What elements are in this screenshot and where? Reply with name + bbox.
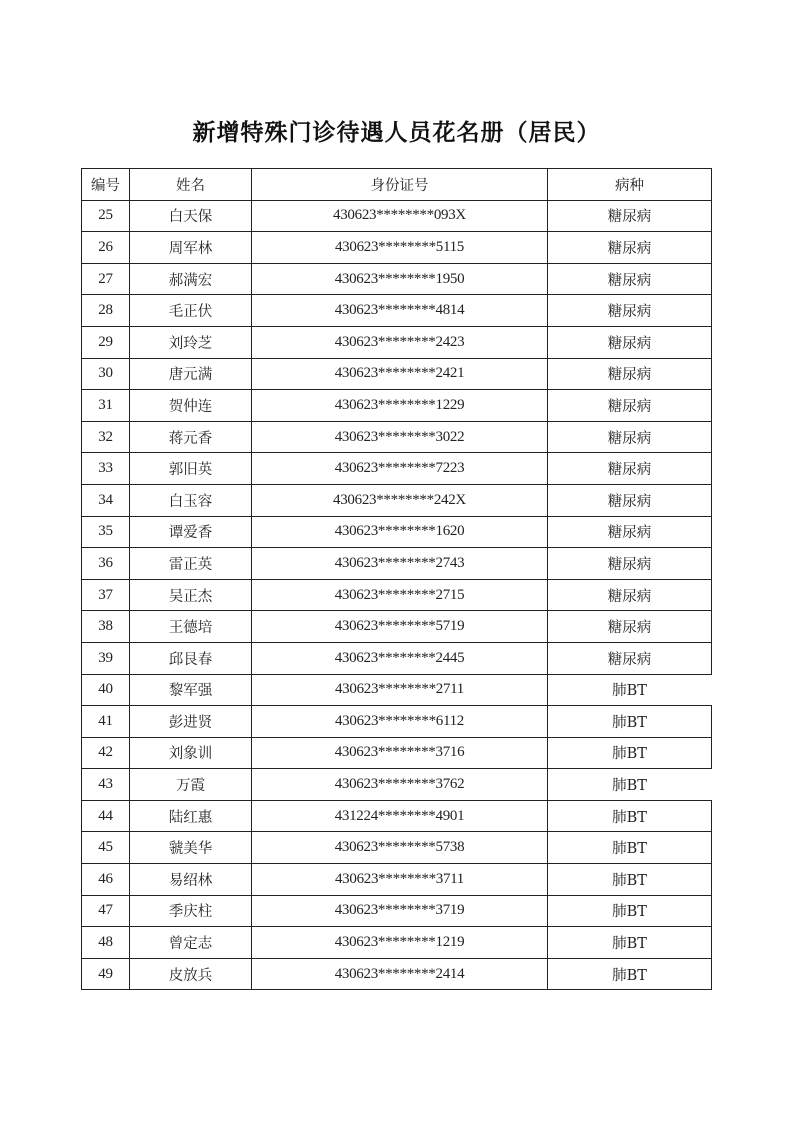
table-row xyxy=(82,706,712,738)
cell-disease: 肺BT xyxy=(548,674,712,706)
cell-name: 刘象训 xyxy=(130,737,252,769)
cell-name: 郝满宏 xyxy=(130,263,252,295)
table-row xyxy=(82,232,712,264)
cell-id: 430623********1229 xyxy=(252,390,548,422)
cell-disease: 糖尿病 xyxy=(548,579,712,611)
table-row xyxy=(82,548,712,580)
cell-number: 30 xyxy=(82,358,130,390)
header-number: 编号 xyxy=(82,169,130,201)
cell-disease: 糖尿病 xyxy=(548,516,712,548)
cell-disease: 肺BT xyxy=(548,769,712,801)
cell-number: 37 xyxy=(82,579,130,611)
cell-number: 43 xyxy=(82,769,130,801)
table-row xyxy=(82,642,712,674)
table-row xyxy=(82,516,712,548)
header-name: 姓名 xyxy=(130,169,252,201)
cell-id: 430623********2711 xyxy=(252,674,548,706)
cell-number: 33 xyxy=(82,453,130,485)
cell-disease: 肺BT xyxy=(548,706,712,738)
cell-name: 易绍林 xyxy=(130,864,252,896)
cell-name: 万霞 xyxy=(130,769,252,801)
cell-disease: 肺BT xyxy=(548,958,712,990)
cell-disease: 糖尿病 xyxy=(548,390,712,422)
cell-name: 贺仲连 xyxy=(130,390,252,422)
cell-name: 曾定志 xyxy=(130,927,252,959)
cell-id: 430623********5115 xyxy=(252,232,548,264)
table-row xyxy=(82,958,712,990)
cell-id: 430623********2743 xyxy=(252,548,548,580)
cell-name: 吴正杰 xyxy=(130,579,252,611)
header-row xyxy=(82,169,712,201)
table-row xyxy=(82,390,712,422)
cell-name: 王德培 xyxy=(130,611,252,643)
cell-disease: 糖尿病 xyxy=(548,548,712,580)
cell-name: 白天保 xyxy=(130,200,252,232)
cell-name: 郭旧英 xyxy=(130,453,252,485)
cell-id: 430623********093X xyxy=(252,200,548,232)
cell-disease: 糖尿病 xyxy=(548,611,712,643)
cell-name: 皮放兵 xyxy=(130,958,252,990)
cell-id: 430623********3716 xyxy=(252,737,548,769)
cell-id: 431224********4901 xyxy=(252,800,548,832)
roster-table xyxy=(81,168,712,990)
table-row xyxy=(82,579,712,611)
cell-disease: 糖尿病 xyxy=(548,642,712,674)
cell-name: 邱艮春 xyxy=(130,642,252,674)
cell-name: 彭进贤 xyxy=(130,706,252,738)
cell-number: 29 xyxy=(82,326,130,358)
table-row xyxy=(82,800,712,832)
cell-number: 49 xyxy=(82,958,130,990)
cell-disease: 糖尿病 xyxy=(548,421,712,453)
cell-id: 430623********3711 xyxy=(252,864,548,896)
cell-number: 46 xyxy=(82,864,130,896)
cell-number: 38 xyxy=(82,611,130,643)
table-row xyxy=(82,453,712,485)
table-row xyxy=(82,326,712,358)
cell-number: 41 xyxy=(82,706,130,738)
cell-id: 430623********1950 xyxy=(252,263,548,295)
cell-disease: 肺BT xyxy=(548,895,712,927)
cell-number: 40 xyxy=(82,674,130,706)
cell-disease: 糖尿病 xyxy=(548,358,712,390)
cell-id: 430623********3022 xyxy=(252,421,548,453)
cell-id: 430623********7223 xyxy=(252,453,548,485)
cell-name: 白玉容 xyxy=(130,484,252,516)
cell-number: 34 xyxy=(82,484,130,516)
table-row xyxy=(82,421,712,453)
table-row xyxy=(82,674,712,706)
cell-number: 47 xyxy=(82,895,130,927)
cell-number: 27 xyxy=(82,263,130,295)
cell-name: 毛正伏 xyxy=(130,295,252,327)
cell-disease: 糖尿病 xyxy=(548,263,712,295)
cell-number: 36 xyxy=(82,548,130,580)
cell-id: 430623********3762 xyxy=(252,769,548,801)
header-id: 身份证号 xyxy=(252,169,548,201)
cell-id: 430623********3719 xyxy=(252,895,548,927)
cell-disease: 糖尿病 xyxy=(548,295,712,327)
table-row xyxy=(82,295,712,327)
cell-number: 42 xyxy=(82,737,130,769)
cell-number: 32 xyxy=(82,421,130,453)
cell-number: 25 xyxy=(82,200,130,232)
table-row xyxy=(82,611,712,643)
cell-name: 黎军强 xyxy=(130,674,252,706)
table-row xyxy=(82,737,712,769)
cell-number: 39 xyxy=(82,642,130,674)
table-row xyxy=(82,832,712,864)
cell-id: 430623********4814 xyxy=(252,295,548,327)
cell-id: 430623********2421 xyxy=(252,358,548,390)
cell-name: 蒋元香 xyxy=(130,421,252,453)
cell-disease: 肺BT xyxy=(548,927,712,959)
cell-name: 周军林 xyxy=(130,232,252,264)
cell-id: 430623********5738 xyxy=(252,832,548,864)
cell-disease: 糖尿病 xyxy=(548,326,712,358)
table-row xyxy=(82,200,712,232)
cell-name: 虢美华 xyxy=(130,832,252,864)
cell-number: 48 xyxy=(82,927,130,959)
cell-number: 44 xyxy=(82,800,130,832)
table-row xyxy=(82,484,712,516)
cell-id: 430623********1620 xyxy=(252,516,548,548)
cell-id: 430623********2715 xyxy=(252,579,548,611)
header-disease: 病种 xyxy=(548,169,712,201)
table-row xyxy=(82,769,712,801)
cell-name: 雷正英 xyxy=(130,548,252,580)
table-row xyxy=(82,864,712,896)
table-row xyxy=(82,263,712,295)
cell-disease: 糖尿病 xyxy=(548,453,712,485)
cell-disease: 糖尿病 xyxy=(548,484,712,516)
cell-disease: 糖尿病 xyxy=(548,200,712,232)
cell-name: 唐元满 xyxy=(130,358,252,390)
document-title: 新增特殊门诊待遇人员花名册（居民） xyxy=(192,119,601,146)
cell-name: 季庆柱 xyxy=(130,895,252,927)
table-row xyxy=(82,895,712,927)
cell-id: 430623********2445 xyxy=(252,642,548,674)
cell-id: 430623********2423 xyxy=(252,326,548,358)
cell-disease: 肺BT xyxy=(548,737,712,769)
cell-number: 45 xyxy=(82,832,130,864)
cell-name: 谭爱香 xyxy=(130,516,252,548)
cell-id: 430623********242X xyxy=(252,484,548,516)
cell-disease: 肺BT xyxy=(548,800,712,832)
cell-id: 430623********5719 xyxy=(252,611,548,643)
cell-number: 35 xyxy=(82,516,130,548)
cell-disease: 肺BT xyxy=(548,832,712,864)
cell-number: 26 xyxy=(82,232,130,264)
cell-name: 刘玲芝 xyxy=(130,326,252,358)
cell-id: 430623********2414 xyxy=(252,958,548,990)
cell-disease: 肺BT xyxy=(548,864,712,896)
table-row xyxy=(82,358,712,390)
cell-number: 31 xyxy=(82,390,130,422)
cell-name: 陆红惠 xyxy=(130,800,252,832)
table-row xyxy=(82,927,712,959)
cell-disease: 糖尿病 xyxy=(548,232,712,264)
cell-id: 430623********6112 xyxy=(252,706,548,738)
cell-id: 430623********1219 xyxy=(252,927,548,959)
cell-number: 28 xyxy=(82,295,130,327)
